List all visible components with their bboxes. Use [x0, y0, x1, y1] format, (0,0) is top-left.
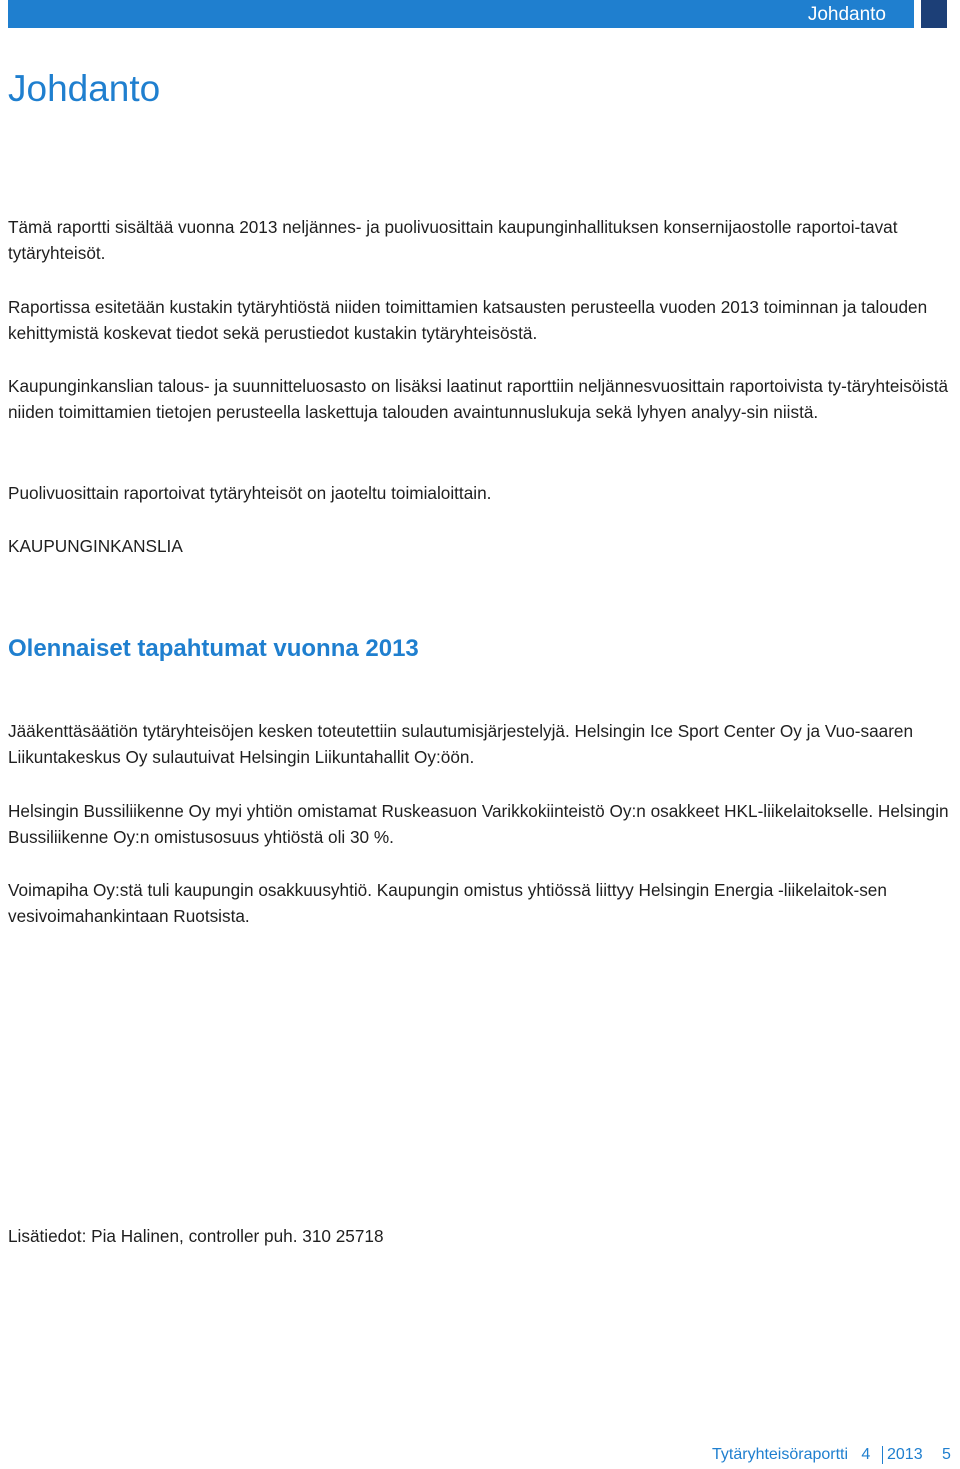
intro-paragraph-1: Tämä raportti sisältää vuonna 2013 neljännes- ja puolivuosittain kaupunginhallituksen konsernijaostolle raportoi-tavat tytäryhteisöt.	[8, 217, 898, 263]
section-paragraph-2: Helsingin Bussiliikenne Oy myi yhtiön omistamat Ruskeasuon Varikkokiinteistö Oy:n osakkeet HKL-liikelaitokselle. Helsingin Bussiliikenne Oy:n omistusosuus yhtiöstä oli 30 %.	[8, 801, 949, 847]
header-bar	[8, 0, 914, 28]
intro-paragraph-4: Puolivuosittain raportoivat tytäryhteisöt on jaoteltu toimialoittain.	[8, 483, 492, 503]
section-paragraph-3: Voimapiha Oy:stä tuli kaupungin osakkuusyhtiö. Kaupungin omistus yhtiössä liittyy Helsingin Energia -liikelaitok-sen vesivoimahankintaan Ruotsista.	[8, 880, 887, 926]
footer-report-title: Tytäryhteisöraportti 4	[712, 1446, 871, 1463]
section-title: Olennaiset tapahtumat vuonna 2013	[8, 635, 419, 662]
section-paragraph-1: Jääkenttäsäätiön tytäryhteisöjen kesken toteutettiin sulautumisjärjestelyjä. Helsingin Ice Sport Center Oy ja Vuo-saaren Liikuntakeskus Oy sulautuivat Helsingin Liikuntahallit Oy:öön.	[8, 721, 914, 767]
header-square	[921, 0, 947, 28]
signature: KAUPUNGINKANSLIA	[8, 536, 183, 556]
contact-info: Lisätiedot: Pia Halinen, controller puh. 310 25718	[8, 1226, 384, 1246]
page-title: Johdanto	[8, 68, 161, 109]
intro-paragraph-2: Raportissa esitetään kustakin tytäryhtiöstä niiden toimittamien katsausten perusteella vuoden 2013 toiminnan ja talouden kehittymistä koskevat tiedot sekä perustiedot kustakin tytäryhteisöstä.	[8, 297, 928, 343]
footer-page-number: 5	[942, 1446, 951, 1463]
footer-separator	[882, 1446, 883, 1464]
intro-paragraph-3: Kaupunginkanslian talous- ja suunnitteluosasto on lisäksi laatinut raporttiin neljännesvuosittain raportoivista ty-täryhteisöistä niiden toimittamien tietojen perusteella laskettuja talouden avaintunnuslukuja sekä lyhyen analyy-sin niistä.	[8, 376, 949, 422]
footer-year: 2013	[887, 1446, 923, 1463]
footer-report-number: 4	[861, 1446, 871, 1463]
header-label: Johdanto	[807, 4, 886, 25]
